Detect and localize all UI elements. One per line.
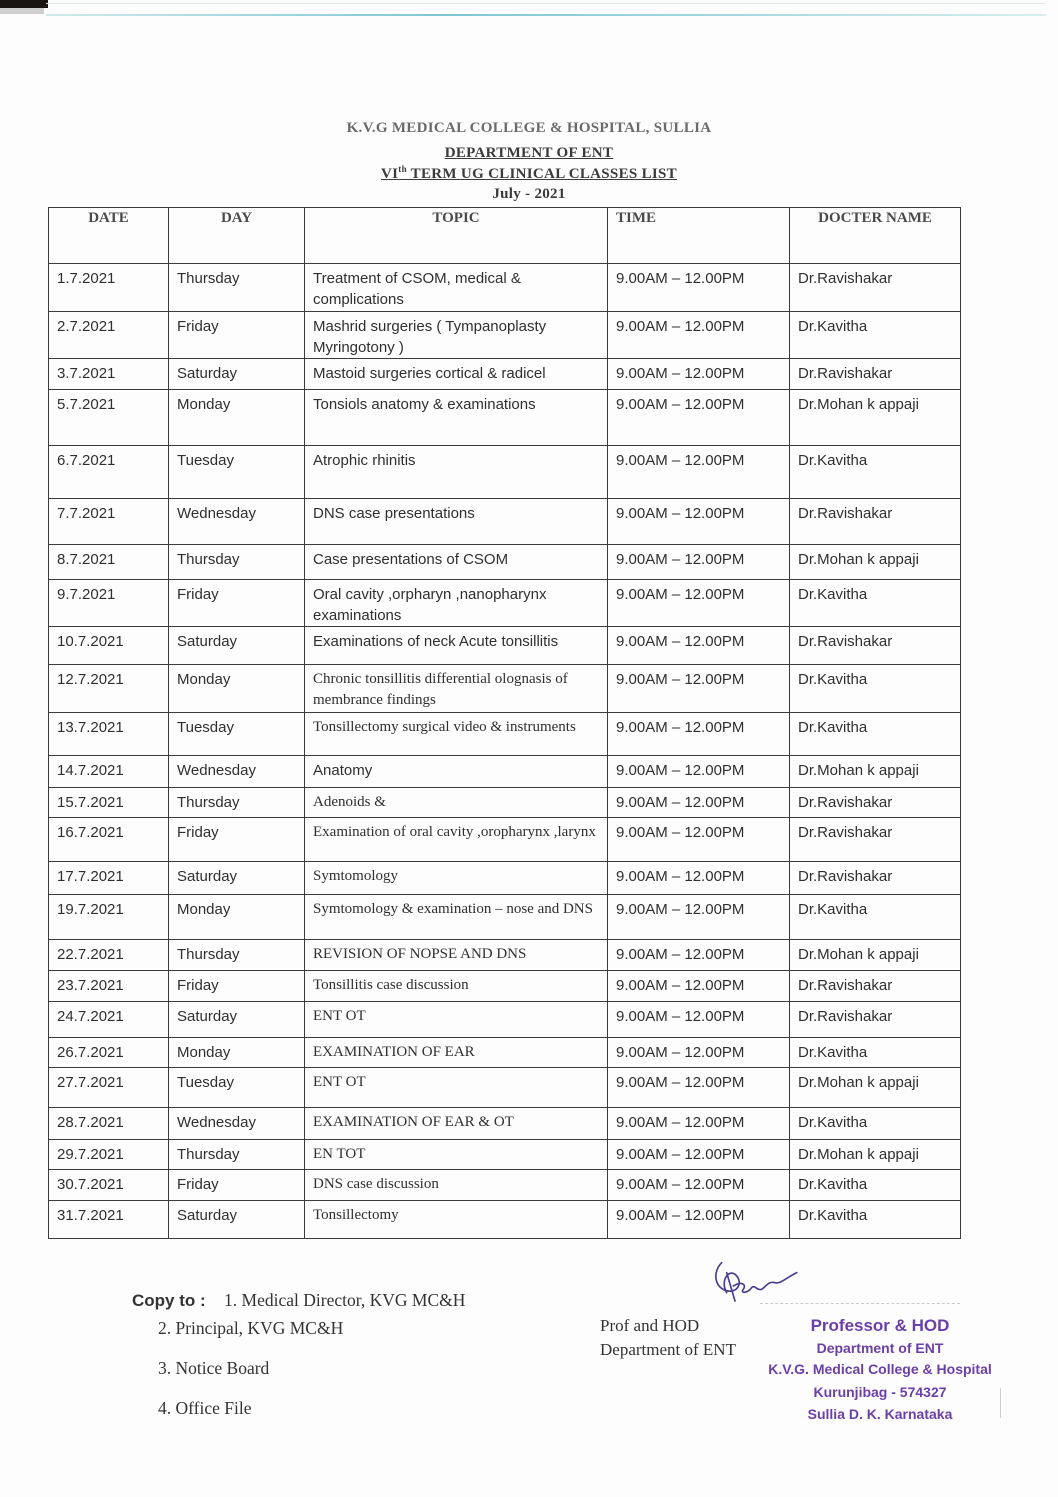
copy-to-label: Copy to : xyxy=(132,1291,206,1310)
time-cell: 9.00AM – 12.00PM xyxy=(608,312,790,359)
topic-cell: Mastoid surgeries cortical & radicel xyxy=(305,359,608,390)
department-name: DEPARTMENT OF ENT xyxy=(444,145,614,161)
topic-cell: ENT OT xyxy=(305,1068,608,1108)
month-label: July - 2021 xyxy=(492,186,566,202)
scan-line xyxy=(46,3,1046,4)
table-header-row xyxy=(49,208,961,264)
time-cell: 9.00AM – 12.00PM xyxy=(608,713,790,756)
topic-cell: Chronic tonsillitis differential olognasis of membrance findings xyxy=(305,665,608,713)
column-header-doctor: DOCTER NAME xyxy=(790,208,961,264)
doctor-cell: Dr.Ravishakar xyxy=(790,264,961,312)
date-cell: 17.7.2021 xyxy=(49,862,169,895)
date-cell: 16.7.2021 xyxy=(49,818,169,862)
doctor-cell: Dr.Ravishakar xyxy=(790,359,961,390)
topic-cell: EXAMINATION OF EAR & OT xyxy=(305,1108,608,1140)
title-rest: TERM UG CLINICAL CLASSES LIST xyxy=(406,166,677,182)
table-row xyxy=(49,627,961,665)
time-cell: 9.00AM – 12.00PM xyxy=(608,971,790,1002)
table-row xyxy=(49,446,961,499)
doctor-cell: Dr.Kavitha xyxy=(790,312,961,359)
doctor-cell: Dr.Ravishakar xyxy=(790,862,961,895)
table-row xyxy=(49,895,961,940)
day-cell: Saturday xyxy=(169,1002,305,1038)
date-cell: 24.7.2021 xyxy=(49,1002,169,1038)
table-row xyxy=(49,1201,961,1239)
doctor-cell: Dr.Kavitha xyxy=(790,580,961,627)
date-cell: 1.7.2021 xyxy=(49,264,169,312)
day-cell: Wednesday xyxy=(169,499,305,545)
date-cell: 26.7.2021 xyxy=(49,1038,169,1068)
scan-artifact xyxy=(0,0,48,8)
doctor-cell: Dr.Mohan k appaji xyxy=(790,756,961,788)
stamp-title: Professor & HOD xyxy=(810,1316,950,1335)
topic-cell: Treatment of CSOM, medical & complications xyxy=(305,264,608,312)
scan-line xyxy=(46,14,1046,16)
column-header-time: TIME xyxy=(608,208,790,264)
column-header-day: DAY xyxy=(169,208,305,264)
table-row xyxy=(49,1170,961,1201)
topic-cell: Anatomy xyxy=(305,756,608,788)
doctor-cell: Dr.Ravishakar xyxy=(790,818,961,862)
topic-cell: Symtomology xyxy=(305,862,608,895)
table-row xyxy=(49,665,961,713)
copy-to xyxy=(132,1290,465,1311)
date-cell: 13.7.2021 xyxy=(49,713,169,756)
doctor-cell: Dr.Kavitha xyxy=(790,1038,961,1068)
time-cell: 9.00AM – 12.00PM xyxy=(608,1201,790,1239)
signature-title: Prof and HOD xyxy=(600,1316,700,1335)
column-header-date: DATE xyxy=(49,208,169,264)
topic-cell: ENT OT xyxy=(305,1002,608,1038)
table-row xyxy=(49,580,961,627)
table-row xyxy=(49,940,961,971)
day-cell: Friday xyxy=(169,971,305,1002)
table-row xyxy=(49,312,961,359)
title-prefix: VI xyxy=(381,166,399,182)
copy-to-item: 1. Medical Director, KVG MC&H xyxy=(224,1290,466,1310)
date-cell: 19.7.2021 xyxy=(49,895,169,940)
day-cell: Monday xyxy=(169,1038,305,1068)
topic-cell: Symtomology & examination – nose and DNS xyxy=(305,895,608,940)
date-cell: 9.7.2021 xyxy=(49,580,169,627)
doctor-cell: Dr.Ravishakar xyxy=(790,1002,961,1038)
copy-to-item: 4. Office File xyxy=(158,1398,252,1418)
topic-cell: REVISION OF NOPSE AND DNS xyxy=(305,940,608,971)
time-cell: 9.00AM – 12.00PM xyxy=(608,264,790,312)
topic-cell: Tonsillitis case discussion xyxy=(305,971,608,1002)
date-cell: 31.7.2021 xyxy=(49,1201,169,1239)
time-cell: 9.00AM – 12.00PM xyxy=(608,895,790,940)
time-cell: 9.00AM – 12.00PM xyxy=(608,788,790,818)
day-cell: Monday xyxy=(169,665,305,713)
day-cell: Thursday xyxy=(169,940,305,971)
topic-cell: Tonsillectomy surgical video & instruments xyxy=(305,713,608,756)
date-cell: 3.7.2021 xyxy=(49,359,169,390)
time-cell: 9.00AM – 12.00PM xyxy=(608,1068,790,1108)
date-cell: 15.7.2021 xyxy=(49,788,169,818)
stamp-border xyxy=(760,1303,960,1305)
day-cell: Thursday xyxy=(169,264,305,312)
time-cell: 9.00AM – 12.00PM xyxy=(608,627,790,665)
doctor-cell: Dr.Mohan k appaji xyxy=(790,940,961,971)
doctor-cell: Dr.Kavitha xyxy=(790,1201,961,1239)
date-cell: 6.7.2021 xyxy=(49,446,169,499)
doctor-cell: Dr.Ravishakar xyxy=(790,499,961,545)
topic-cell: Examination of oral cavity ,oropharynx ,larynx xyxy=(305,818,608,862)
day-cell: Wednesday xyxy=(169,756,305,788)
day-cell: Thursday xyxy=(169,788,305,818)
document-title xyxy=(0,164,1058,183)
table-row xyxy=(49,545,961,580)
table-row xyxy=(49,788,961,818)
topic-cell: Tonsillectomy xyxy=(305,1201,608,1239)
topic-cell: Tonsiols anatomy & examinations xyxy=(305,390,608,446)
doctor-cell: Dr.Ravishakar xyxy=(790,971,961,1002)
date-cell: 27.7.2021 xyxy=(49,1068,169,1108)
stamp-department: Department of ENT xyxy=(816,1340,944,1356)
scan-artifact xyxy=(0,8,44,14)
table-row xyxy=(49,359,961,390)
time-cell: 9.00AM – 12.00PM xyxy=(608,940,790,971)
day-cell: Friday xyxy=(169,818,305,862)
day-cell: Friday xyxy=(169,580,305,627)
time-cell: 9.00AM – 12.00PM xyxy=(608,1108,790,1140)
title-sup: th xyxy=(398,164,407,174)
day-cell: Monday xyxy=(169,390,305,446)
table-row xyxy=(49,499,961,545)
time-cell: 9.00AM – 12.00PM xyxy=(608,1170,790,1201)
stamp-institution: K.V.G. Medical College & Hospital xyxy=(768,1361,992,1377)
table-row xyxy=(49,1002,961,1038)
table-row xyxy=(49,818,961,862)
date-cell: 2.7.2021 xyxy=(49,312,169,359)
day-cell: Monday xyxy=(169,895,305,940)
topic-cell: Examinations of neck Acute tonsillitis xyxy=(305,627,608,665)
table-row xyxy=(49,713,961,756)
date-cell: 29.7.2021 xyxy=(49,1140,169,1170)
copy-to-item: 2. Principal, KVG MC&H xyxy=(158,1318,344,1338)
time-cell: 9.00AM – 12.00PM xyxy=(608,665,790,713)
topic-cell: DNS case presentations xyxy=(305,499,608,545)
topic-cell: Adenoids & xyxy=(305,788,608,818)
table-row xyxy=(49,1038,961,1068)
day-cell: Saturday xyxy=(169,359,305,390)
day-cell: Tuesday xyxy=(169,446,305,499)
table-row xyxy=(49,756,961,788)
time-cell: 9.00AM – 12.00PM xyxy=(608,862,790,895)
day-cell: Thursday xyxy=(169,1140,305,1170)
time-cell: 9.00AM – 12.00PM xyxy=(608,446,790,499)
date-cell: 12.7.2021 xyxy=(49,665,169,713)
doctor-cell: Dr.Mohan k appaji xyxy=(790,1068,961,1108)
topic-cell: Oral cavity ,orpharyn ,nanopharynx examinations xyxy=(305,580,608,627)
doctor-cell: Dr.Kavitha xyxy=(790,1108,961,1140)
signature-department: Department of ENT xyxy=(600,1340,736,1359)
time-cell: 9.00AM – 12.00PM xyxy=(608,499,790,545)
scan-artifact xyxy=(1000,1388,1001,1418)
time-cell: 9.00AM – 12.00PM xyxy=(608,580,790,627)
topic-cell: Mashrid surgeries ( Tympanoplasty Myringotony ) xyxy=(305,312,608,359)
date-cell: 28.7.2021 xyxy=(49,1108,169,1140)
doctor-cell: Dr.Mohan k appaji xyxy=(790,1140,961,1170)
table-row xyxy=(49,971,961,1002)
date-cell: 30.7.2021 xyxy=(49,1170,169,1201)
doctor-cell: Dr.Kavitha xyxy=(790,1170,961,1201)
copy-to-item: 3. Notice Board xyxy=(158,1358,270,1378)
institution-name: K.V.G MEDICAL COLLEGE & HOSPITAL, SULLIA xyxy=(346,120,712,136)
day-cell: Saturday xyxy=(169,862,305,895)
doctor-cell: Dr.Ravishakar xyxy=(790,788,961,818)
stamp-location: Sullia D. K. Karnataka xyxy=(807,1406,953,1422)
time-cell: 9.00AM – 12.00PM xyxy=(608,545,790,580)
signature-icon xyxy=(700,1256,820,1306)
topic-cell: Atrophic rhinitis xyxy=(305,446,608,499)
schedule-table xyxy=(48,207,961,1239)
topic-cell: EXAMINATION OF EAR xyxy=(305,1038,608,1068)
table-row xyxy=(49,1108,961,1140)
column-header-topic: TOPIC xyxy=(305,208,608,264)
day-cell: Thursday xyxy=(169,545,305,580)
table-row xyxy=(49,1068,961,1108)
day-cell: Saturday xyxy=(169,1201,305,1239)
doctor-cell: Dr.Kavitha xyxy=(790,713,961,756)
topic-cell: Case presentations of CSOM xyxy=(305,545,608,580)
topic-cell: DNS case discussion xyxy=(305,1170,608,1201)
doctor-cell: Dr.Kavitha xyxy=(790,665,961,713)
time-cell: 9.00AM – 12.00PM xyxy=(608,1002,790,1038)
time-cell: 9.00AM – 12.00PM xyxy=(608,756,790,788)
table-row xyxy=(49,1140,961,1170)
time-cell: 9.00AM – 12.00PM xyxy=(608,390,790,446)
doctor-cell: Dr.Mohan k appaji xyxy=(790,390,961,446)
day-cell: Wednesday xyxy=(169,1108,305,1140)
day-cell: Tuesday xyxy=(169,1068,305,1108)
stamp-address: Kurunjibag - 574327 xyxy=(813,1384,947,1400)
doctor-cell: Dr.Kavitha xyxy=(790,895,961,940)
date-cell: 8.7.2021 xyxy=(49,545,169,580)
day-cell: Friday xyxy=(169,312,305,359)
doctor-cell: Dr.Ravishakar xyxy=(790,627,961,665)
date-cell: 10.7.2021 xyxy=(49,627,169,665)
doctor-cell: Dr.Kavitha xyxy=(790,446,961,499)
day-cell: Friday xyxy=(169,1170,305,1201)
time-cell: 9.00AM – 12.00PM xyxy=(608,1038,790,1068)
date-cell: 23.7.2021 xyxy=(49,971,169,1002)
date-cell: 5.7.2021 xyxy=(49,390,169,446)
day-cell: Tuesday xyxy=(169,713,305,756)
date-cell: 14.7.2021 xyxy=(49,756,169,788)
table-row xyxy=(49,862,961,895)
table-row xyxy=(49,264,961,312)
day-cell: Saturday xyxy=(169,627,305,665)
date-cell: 7.7.2021 xyxy=(49,499,169,545)
time-cell: 9.00AM – 12.00PM xyxy=(608,818,790,862)
time-cell: 9.00AM – 12.00PM xyxy=(608,359,790,390)
table-row xyxy=(49,390,961,446)
date-cell: 22.7.2021 xyxy=(49,940,169,971)
time-cell: 9.00AM – 12.00PM xyxy=(608,1140,790,1170)
doctor-cell: Dr.Mohan k appaji xyxy=(790,545,961,580)
topic-cell: EN TOT xyxy=(305,1140,608,1170)
